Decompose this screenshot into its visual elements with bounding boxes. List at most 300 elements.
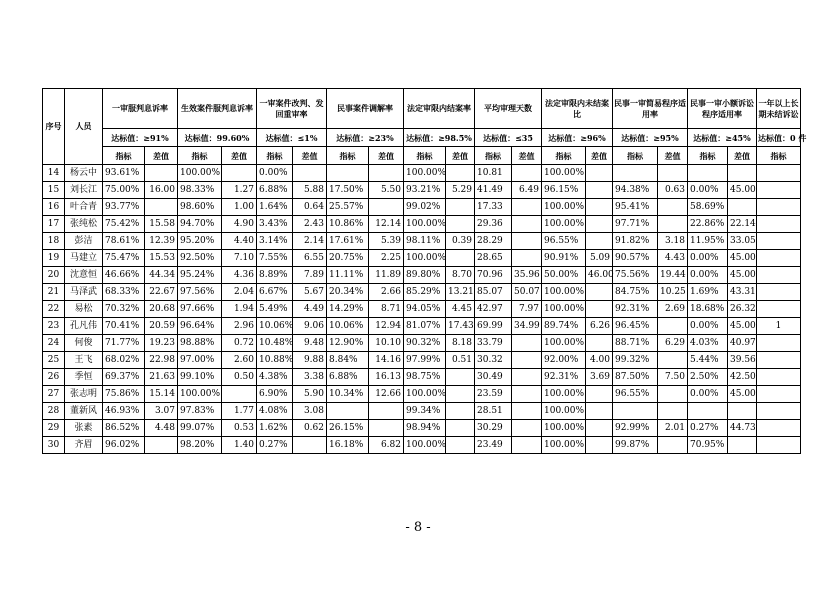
indicator-cell: 11.95% <box>688 233 728 250</box>
indicator-cell: 75.56% <box>613 267 658 284</box>
gap-cell: 11.89 <box>369 267 404 284</box>
metric-target: 达标值：≤35 <box>475 129 542 147</box>
table-row <box>43 335 801 352</box>
gap-cell <box>512 386 542 403</box>
indicator-cell: 17.33 <box>475 199 512 216</box>
gap-cell: 0.63 <box>658 182 688 199</box>
header-row-subheads <box>43 147 801 165</box>
indicator-cell <box>757 216 801 233</box>
row-number: 22 <box>43 301 65 318</box>
indicator-cell <box>688 165 728 182</box>
indicator-cell: 100.00% <box>542 437 586 454</box>
gap-cell <box>728 165 757 182</box>
indicator-cell: 6.88% <box>257 182 293 199</box>
indicator-cell: 6.67% <box>257 284 293 301</box>
gap-cell: 40.97 <box>728 335 757 352</box>
gap-cell <box>658 318 688 335</box>
indicator-cell: 29.36 <box>475 216 512 233</box>
indicator-cell: 10.86% <box>327 216 369 233</box>
indicator-cell: 92.31% <box>542 369 586 386</box>
gap-cell <box>586 284 613 301</box>
gap-cell <box>586 165 613 182</box>
gap-cell: 10.25 <box>658 284 688 301</box>
indicator-cell: 12.90% <box>327 335 369 352</box>
indicator-cell: 100.00% <box>404 165 446 182</box>
indicator-cell: 90.91% <box>542 250 586 267</box>
indicator-cell: 96.55% <box>613 386 658 403</box>
indicator-cell <box>613 403 658 420</box>
person-name: 叶合青 <box>65 199 103 216</box>
indicator-cell: 94.38% <box>613 182 658 199</box>
gap-cell <box>512 250 542 267</box>
metric-target: 达标值：≥98.5% <box>404 129 475 147</box>
row-number: 18 <box>43 233 65 250</box>
gap-cell <box>446 369 475 386</box>
table-row <box>43 386 801 403</box>
gap-cell: 22.98 <box>145 352 178 369</box>
gap-cell <box>512 369 542 386</box>
indicator-cell: 68.02% <box>103 352 145 369</box>
header-row-titles <box>43 89 801 129</box>
gap-cell: 7.97 <box>512 301 542 318</box>
indicator-subheader: 指标 <box>103 147 145 165</box>
table-row <box>43 267 801 284</box>
gap-cell <box>446 437 475 454</box>
indicator-subheader: 指标 <box>475 147 512 165</box>
gap-cell <box>512 165 542 182</box>
indicator-cell <box>757 165 801 182</box>
indicator-cell: 93.21% <box>404 182 446 199</box>
gap-cell: 12.14 <box>369 216 404 233</box>
indicator-cell: 50.00% <box>542 267 586 284</box>
gap-cell <box>658 386 688 403</box>
gap-cell: 7.50 <box>658 369 688 386</box>
gap-cell: 2.01 <box>658 420 688 437</box>
gap-cell: 9.48 <box>293 335 327 352</box>
gap-cell: 1.94 <box>222 301 257 318</box>
gap-cell <box>512 352 542 369</box>
indicator-cell: 75.00% <box>103 182 145 199</box>
indicator-cell: 98.94% <box>404 420 446 437</box>
gap-cell <box>293 437 327 454</box>
indicator-cell: 96.15% <box>542 182 586 199</box>
gap-cell <box>586 301 613 318</box>
row-number: 17 <box>43 216 65 233</box>
indicator-subheader: 指标 <box>327 147 369 165</box>
metric-title: 民事案件调解率 <box>327 89 404 129</box>
gap-cell <box>446 403 475 420</box>
table-row <box>43 437 801 454</box>
indicator-cell: 99.34% <box>404 403 446 420</box>
gap-cell <box>728 437 757 454</box>
indicator-cell: 22.86% <box>688 216 728 233</box>
gap-cell: 4.90 <box>222 216 257 233</box>
gap-cell: 42.50 <box>728 369 757 386</box>
gap-cell: 8.71 <box>369 301 404 318</box>
gap-cell: 1.77 <box>222 403 257 420</box>
indicator-cell: 99.87% <box>613 437 658 454</box>
indicator-cell <box>757 233 801 250</box>
metric-target: 达标值：≥23% <box>327 129 404 147</box>
seq-header: 序号 <box>43 89 65 165</box>
person-name: 董新风 <box>65 403 103 420</box>
table-row <box>43 420 801 437</box>
table-row <box>43 182 801 199</box>
indicator-cell: 18.68% <box>688 301 728 318</box>
gap-cell: 6.49 <box>512 182 542 199</box>
gap-cell <box>586 420 613 437</box>
indicator-cell <box>757 284 801 301</box>
gap-cell: 20.68 <box>145 301 178 318</box>
gap-cell <box>446 420 475 437</box>
indicator-cell <box>757 335 801 352</box>
gap-cell <box>658 216 688 233</box>
judge-metrics-table <box>42 88 807 454</box>
gap-cell: 20.59 <box>145 318 178 335</box>
metric-title: 生效案件服判息诉率 <box>178 89 257 129</box>
gap-cell: 50.07 <box>512 284 542 301</box>
indicator-cell: 96.45% <box>613 318 658 335</box>
person-name: 张素 <box>65 420 103 437</box>
gap-cell: 45.00 <box>728 182 757 199</box>
gap-cell <box>145 199 178 216</box>
gap-cell: 2.96 <box>222 318 257 335</box>
indicator-cell: 46.66% <box>103 267 145 284</box>
gap-cell: 35.96 <box>512 267 542 284</box>
row-number: 19 <box>43 250 65 267</box>
indicator-cell: 94.70% <box>178 216 222 233</box>
gap-cell: 21.63 <box>145 369 178 386</box>
metric-target: 达标值：0 件 <box>757 129 801 147</box>
indicator-cell: 0.00% <box>688 250 728 267</box>
indicator-cell: 99.02% <box>404 199 446 216</box>
row-number: 25 <box>43 352 65 369</box>
gap-cell <box>512 420 542 437</box>
gap-cell: 2.43 <box>293 216 327 233</box>
gap-cell: 3.38 <box>293 369 327 386</box>
indicator-cell: 1.64% <box>257 199 293 216</box>
person-name: 易松 <box>65 301 103 318</box>
row-number: 27 <box>43 386 65 403</box>
metric-title: 一年以上长期未结诉讼 <box>757 89 801 129</box>
indicator-cell: 6.90% <box>257 386 293 403</box>
gap-cell: 4.49 <box>293 301 327 318</box>
indicator-cell: 96.55% <box>542 233 586 250</box>
gap-cell: 22.14 <box>728 216 757 233</box>
indicator-cell: 92.31% <box>613 301 658 318</box>
gap-cell: 0.50 <box>222 369 257 386</box>
indicator-cell: 100.00% <box>542 165 586 182</box>
gap-cell: 26.32 <box>728 301 757 318</box>
gap-cell: 14.16 <box>369 352 404 369</box>
gap-cell <box>446 199 475 216</box>
person-name: 孔凡伟 <box>65 318 103 335</box>
gap-cell: 2.66 <box>369 284 404 301</box>
person-name: 刘长江 <box>65 182 103 199</box>
gap-cell: 5.90 <box>293 386 327 403</box>
indicator-cell: 97.71% <box>613 216 658 233</box>
row-number: 21 <box>43 284 65 301</box>
indicator-cell: 28.65 <box>475 250 512 267</box>
indicator-cell: 100.00% <box>542 199 586 216</box>
indicator-cell: 1 <box>757 318 801 335</box>
indicator-cell: 100.00% <box>542 216 586 233</box>
metric-target: 达标值：≥91% <box>103 129 178 147</box>
indicator-cell: 46.93% <box>103 403 145 420</box>
person-name: 齐眉 <box>65 437 103 454</box>
gap-cell <box>512 199 542 216</box>
gap-cell: 4.36 <box>222 267 257 284</box>
gap-cell: 17.43 <box>446 318 475 335</box>
indicator-cell: 58.69% <box>688 199 728 216</box>
indicator-cell: 4.08% <box>257 403 293 420</box>
indicator-cell: 100.00% <box>542 420 586 437</box>
gap-cell <box>586 199 613 216</box>
indicator-cell: 98.75% <box>404 369 446 386</box>
gap-subheader: 差值 <box>586 147 613 165</box>
indicator-cell: 100.00% <box>404 386 446 403</box>
indicator-cell: 98.20% <box>178 437 222 454</box>
indicator-cell: 0.00% <box>688 267 728 284</box>
gap-cell: 3.08 <box>293 403 327 420</box>
metric-target: 达标值：≥96% <box>542 129 613 147</box>
gap-cell: 45.00 <box>728 386 757 403</box>
gap-cell: 2.60 <box>222 352 257 369</box>
indicator-cell: 69.37% <box>103 369 145 386</box>
gap-cell <box>586 335 613 352</box>
gap-cell <box>586 386 613 403</box>
gap-cell: 6.29 <box>658 335 688 352</box>
page-number: - 8 - <box>405 520 431 535</box>
indicator-cell: 30.49 <box>475 369 512 386</box>
indicator-cell: 89.80% <box>404 267 446 284</box>
indicator-cell: 100.00% <box>404 216 446 233</box>
indicator-cell: 17.61% <box>327 233 369 250</box>
gap-cell: 16.13 <box>369 369 404 386</box>
indicator-cell <box>327 403 369 420</box>
indicator-cell <box>757 437 801 454</box>
indicator-cell: 75.42% <box>103 216 145 233</box>
gap-cell: 43.31 <box>728 284 757 301</box>
gap-cell: 1.00 <box>222 199 257 216</box>
gap-cell: 4.43 <box>658 250 688 267</box>
gap-cell: 6.82 <box>369 437 404 454</box>
indicator-cell: 98.88% <box>178 335 222 352</box>
indicator-cell: 98.11% <box>404 233 446 250</box>
indicator-cell: 94.05% <box>404 301 446 318</box>
indicator-cell: 98.60% <box>178 199 222 216</box>
indicator-cell: 10.06% <box>257 318 293 335</box>
indicator-subheader: 指标 <box>757 147 801 165</box>
gap-cell: 3.69 <box>586 369 613 386</box>
indicator-cell: 30.32 <box>475 352 512 369</box>
gap-cell: 10.10 <box>369 335 404 352</box>
indicator-cell: 20.34% <box>327 284 369 301</box>
table-row <box>43 284 801 301</box>
indicator-cell: 99.32% <box>613 352 658 369</box>
indicator-cell: 70.41% <box>103 318 145 335</box>
indicator-cell: 97.00% <box>178 352 222 369</box>
indicator-cell: 4.03% <box>688 335 728 352</box>
gap-subheader: 差值 <box>293 147 327 165</box>
gap-cell: 8.70 <box>446 267 475 284</box>
indicator-cell: 100.00% <box>542 301 586 318</box>
indicator-cell: 89.74% <box>542 318 586 335</box>
gap-cell <box>586 216 613 233</box>
indicator-cell: 100.00% <box>178 165 222 182</box>
indicator-cell: 70.95% <box>688 437 728 454</box>
row-number: 16 <box>43 199 65 216</box>
metric-title: 法定审限内结案率 <box>404 89 475 129</box>
indicator-cell: 0.00% <box>257 165 293 182</box>
gap-cell: 8.18 <box>446 335 475 352</box>
indicator-cell: 93.77% <box>103 199 145 216</box>
indicator-cell: 78.61% <box>103 233 145 250</box>
indicator-cell <box>757 352 801 369</box>
indicator-cell: 100.00% <box>542 403 586 420</box>
indicator-cell: 1.69% <box>688 284 728 301</box>
row-number: 30 <box>43 437 65 454</box>
indicator-cell: 1.62% <box>257 420 293 437</box>
gap-cell <box>658 437 688 454</box>
gap-cell <box>728 403 757 420</box>
gap-cell: 44.73 <box>728 420 757 437</box>
indicator-cell <box>757 199 801 216</box>
gap-cell <box>658 403 688 420</box>
indicator-cell: 20.75% <box>327 250 369 267</box>
person-name: 沈意恒 <box>65 267 103 284</box>
gap-subheader: 差值 <box>512 147 542 165</box>
indicator-cell: 7.55% <box>257 250 293 267</box>
indicator-cell: 0.27% <box>688 420 728 437</box>
indicator-cell: 10.48% <box>257 335 293 352</box>
gap-cell: 12.66 <box>369 386 404 403</box>
metric-target: 达标值：99.60% <box>178 129 257 147</box>
indicator-cell: 30.29 <box>475 420 512 437</box>
gap-cell: 5.88 <box>293 182 327 199</box>
gap-cell: 4.48 <box>145 420 178 437</box>
row-number: 29 <box>43 420 65 437</box>
gap-cell: 0.62 <box>293 420 327 437</box>
gap-cell: 46.00 <box>586 267 613 284</box>
gap-cell <box>512 216 542 233</box>
indicator-cell: 0.00% <box>688 318 728 335</box>
indicator-cell: 0.27% <box>257 437 293 454</box>
indicator-cell: 28.51 <box>475 403 512 420</box>
gap-cell <box>369 420 404 437</box>
row-number: 28 <box>43 403 65 420</box>
gap-cell: 2.04 <box>222 284 257 301</box>
person-name: 彭洁 <box>65 233 103 250</box>
gap-cell <box>658 352 688 369</box>
indicator-cell: 95.41% <box>613 199 658 216</box>
indicator-cell: 99.07% <box>178 420 222 437</box>
row-number: 23 <box>43 318 65 335</box>
table-row <box>43 216 801 233</box>
indicator-cell: 5.49% <box>257 301 293 318</box>
gap-cell <box>512 437 542 454</box>
indicator-cell: 10.06% <box>327 318 369 335</box>
indicator-cell: 87.50% <box>613 369 658 386</box>
metric-title: 民事一审小额诉讼程序适用率 <box>688 89 757 129</box>
indicator-cell <box>613 165 658 182</box>
row-number: 26 <box>43 369 65 386</box>
gap-cell: 3.18 <box>658 233 688 250</box>
indicator-cell: 75.47% <box>103 250 145 267</box>
gap-subheader: 差值 <box>222 147 257 165</box>
indicator-cell: 41.49 <box>475 182 512 199</box>
indicator-cell <box>757 182 801 199</box>
gap-cell: 1.40 <box>222 437 257 454</box>
indicator-cell: 93.61% <box>103 165 145 182</box>
metric-target: 达标值：≤1% <box>257 129 327 147</box>
indicator-cell: 10.81 <box>475 165 512 182</box>
indicator-subheader: 指标 <box>178 147 222 165</box>
indicator-cell: 17.50% <box>327 182 369 199</box>
indicator-cell: 97.66% <box>178 301 222 318</box>
gap-cell <box>222 165 257 182</box>
gap-cell: 9.88 <box>293 352 327 369</box>
indicator-cell: 81.07% <box>404 318 446 335</box>
gap-cell: 45.00 <box>728 318 757 335</box>
person-name: 季恒 <box>65 369 103 386</box>
indicator-cell <box>757 403 801 420</box>
gap-subheader: 差值 <box>145 147 178 165</box>
indicator-cell: 10.88% <box>257 352 293 369</box>
indicator-cell: 8.84% <box>327 352 369 369</box>
row-number: 15 <box>43 182 65 199</box>
indicator-cell: 88.71% <box>613 335 658 352</box>
metric-target: 达标值：≥45% <box>688 129 757 147</box>
gap-cell: 44.34 <box>145 267 178 284</box>
table-row <box>43 165 801 182</box>
indicator-cell: 100.00% <box>404 250 446 267</box>
indicator-cell <box>757 369 801 386</box>
indicator-cell: 5.44% <box>688 352 728 369</box>
gap-cell: 45.00 <box>728 267 757 284</box>
gap-cell: 15.53 <box>145 250 178 267</box>
indicator-cell <box>688 403 728 420</box>
gap-cell: 22.67 <box>145 284 178 301</box>
gap-cell <box>145 437 178 454</box>
gap-cell: 33.05 <box>728 233 757 250</box>
gap-cell: 9.06 <box>293 318 327 335</box>
indicator-subheader: 指标 <box>688 147 728 165</box>
person-name: 王飞 <box>65 352 103 369</box>
indicator-cell: 69.99 <box>475 318 512 335</box>
indicator-cell: 99.10% <box>178 369 222 386</box>
indicator-cell: 97.99% <box>404 352 446 369</box>
indicator-cell: 90.32% <box>404 335 446 352</box>
person-name: 张纯松 <box>65 216 103 233</box>
indicator-cell: 71.77% <box>103 335 145 352</box>
metric-title: 法定审限内未结案比 <box>542 89 613 129</box>
table-row <box>43 369 801 386</box>
indicator-cell: 23.59 <box>475 386 512 403</box>
indicator-cell: 92.99% <box>613 420 658 437</box>
indicator-cell: 2.50% <box>688 369 728 386</box>
person-header: 人员 <box>65 89 103 165</box>
gap-cell <box>512 335 542 352</box>
indicator-cell: 28.29 <box>475 233 512 250</box>
person-name: 杨云中 <box>65 165 103 182</box>
indicator-cell: 85.07 <box>475 284 512 301</box>
gap-cell: 6.55 <box>293 250 327 267</box>
indicator-cell: 100.00% <box>542 386 586 403</box>
indicator-cell: 86.52% <box>103 420 145 437</box>
indicator-cell: 3.43% <box>257 216 293 233</box>
gap-cell <box>446 386 475 403</box>
